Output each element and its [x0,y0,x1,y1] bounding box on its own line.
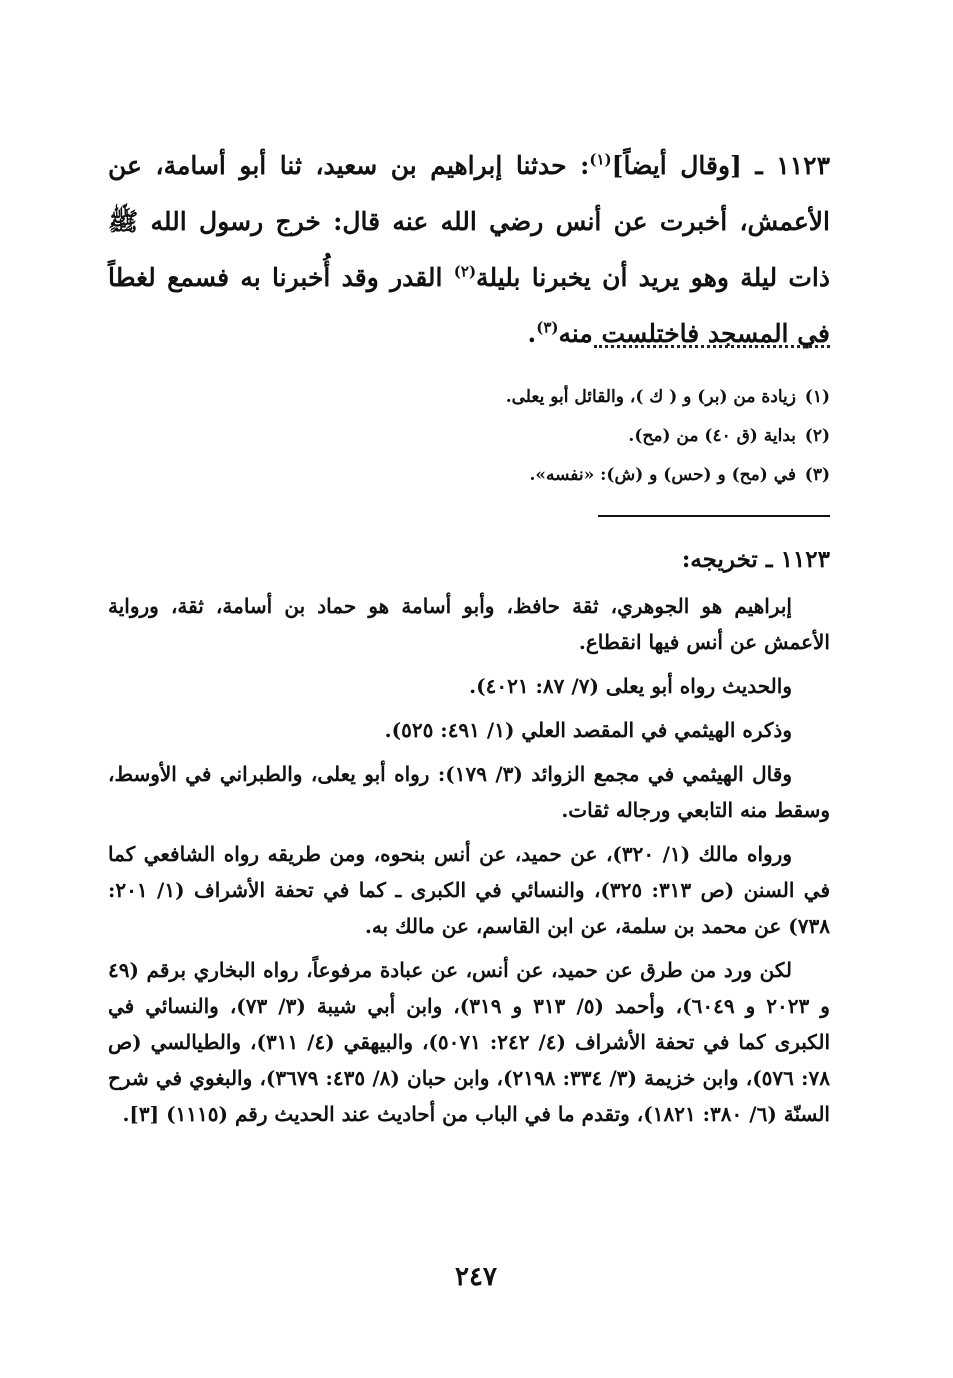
takhrij-paragraph-5: ورواه مالك (١/ ٣٢٠)، عن حميد، عن أنس بنحوه، ومن طريقه رواه الشافعي كما في السنن (ص ٣١٣: ٣٢٥)، والنسائي في الكبرى ـ كما في تحفة الأشراف (١/ ٢٠١: ٧٣٨) عن محمد بن سلمة، عن ابن القاسم، عن مالك به. [108,842,831,938]
takhrij-paragraph-2: والحديث رواه أبو يعلى (٧/ ٨٧: ٤٠٢١). [469,674,792,698]
footnote-1 [400,378,830,417]
takhrij-paragraph-6: لكن ورد من طرق عن حميد، عن أنس، عن عبادة مرفوعاً، رواه البخاري برقم (٤٩ و ٢٠٢٣ و ٦٠٤٩)، وأحمد (٥/ ٣١٣ و ٣١٩)، وابن أبي شيبة (٣/ ٧٣)، والنسائي في الكبرى كما في تحفة الأشراف (٤/ ٢٤٢: ٥٠٧١)، والبيهقي (٤/ ٣١١)، والطيالسي (ص ٧٨: ٥٧٦)، وابن خزيمة (٣/ ٣٣٤: ٢١٩٨)، وابن حبان (٨/ ٤٣٥: ٣٦٧٩)، والبغوي في شرح السنّة (٦/ ٣٨٠: ١٨٢١)، وتقدم ما في الباب من أحاديث عند الحديث رقم (١١١٥) [٣]. [108,958,830,1126]
hadith-paragraph [108,138,830,362]
footnote-number: (٣) [804,465,830,485]
footnote-number: (١) [804,387,830,407]
hadith-text [108,138,830,362]
section-divider [598,515,830,517]
footnote-3 [400,456,830,495]
footnote-text: بداية (ق ٤٠) من (مح). [628,426,796,446]
footnote-ref-1: (١) [589,150,612,169]
takhrij-heading: ١١٢٣ ـ تخريجه: [681,546,830,573]
takhrij-paragraph-1: إبراهيم هو الجوهري، ثقة حافظ، وأبو أسامة هو حماد بن أسامة، ثقة، ورواية الأعمش عن أنس فيها انقطاع. [108,594,830,654]
footnote-separator [594,345,830,348]
hadith-end: . [527,319,537,348]
takhrij-paragraph-4: وقال الهيثمي في مجمع الزوائد (٣/ ١٧٩): رواه أبو يعلى، والطبراني في الأوسط، وسقط منه التابعي ورجاله ثقات. [108,762,830,822]
takhrij-body [108,588,830,1140]
footnotes [400,378,830,495]
hadith-body-continued: القدر وقد أُخبرنا به فسمع لغطاً في المسجد فاختلست منه [108,263,830,348]
footnote-text: في (مح) و (حس) و (ش): «نفسه». [529,465,796,485]
footnote-text: زيادة من (بر) و ( ك )، والقائل أبو يعلى. [505,387,796,407]
footnote-number: (٢) [804,426,830,446]
hadith-body: : حدثنا إبراهيم بن سعيد، ثنا أبو أسامة، عن الأعمش، أخبرت عن أنس رضي الله عنه قال: خرج رسول الله ﷺ ذات ليلة وهو يريد أن يخبرنا بليلة [108,151,830,292]
footnote-ref-2: (٢) [453,262,477,281]
page-number: ٢٤٧ [455,1262,497,1292]
footnote-2 [400,417,830,456]
hadith-opening: ١١٢٣ ـ [وقال أيضاً] [611,151,830,180]
footnote-ref-3: (٣) [536,318,559,337]
takhrij-paragraph-3: وذكره الهيثمي في المقصد العلي (١/ ٤٩١: ٥٢٥). [384,718,792,742]
